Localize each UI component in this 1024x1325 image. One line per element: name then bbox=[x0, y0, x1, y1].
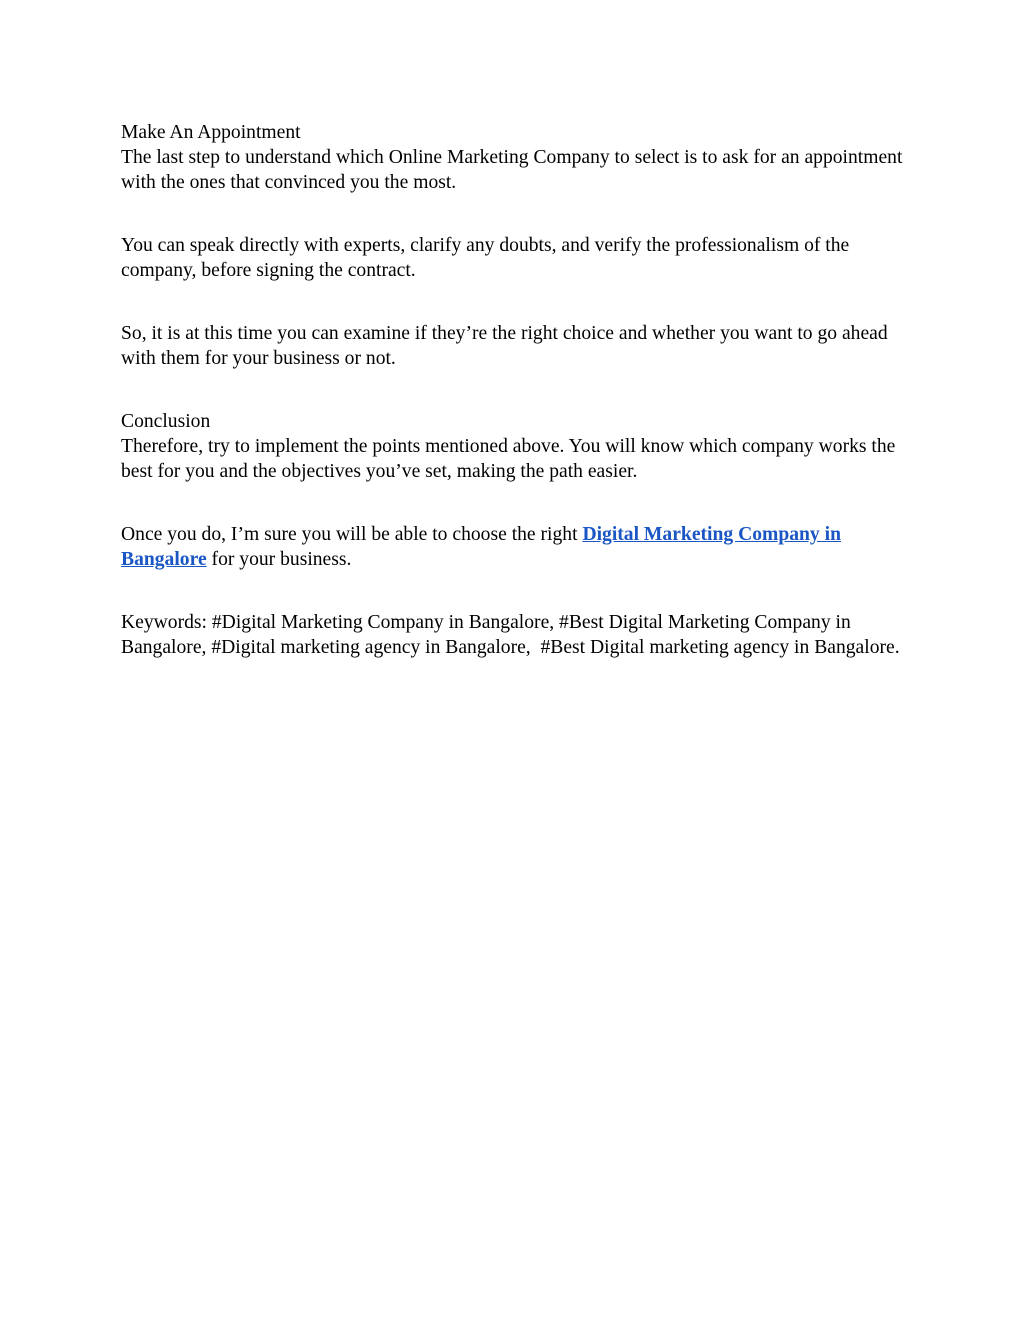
closing-paragraph bbox=[121, 522, 911, 572]
document-body bbox=[121, 120, 911, 698]
closing-text-before: Once you do, I’m sure you will be able to choose the right bbox=[121, 524, 583, 545]
appointment-paragraph: The last step to understand which Online Marketing Company to select is to ask for an appointment with the ones that convinced you the most. bbox=[121, 147, 903, 193]
section-heading-appointment: Make An Appointment bbox=[121, 122, 301, 143]
conclusion-paragraph: Therefore, try to implement the points mentioned above. You will know which company works the best for you and the objectives you’ve set, making the path easier. bbox=[121, 436, 896, 482]
appointment-section bbox=[121, 120, 911, 195]
right-choice-paragraph: So, it is at this time you can examine if they’re the right choice and whether you want to go ahead with them for your business or not. bbox=[121, 323, 888, 369]
section-heading-conclusion: Conclusion bbox=[121, 411, 211, 432]
keywords-paragraph: Keywords: #Digital Marketing Company in Bangalore, #Best Digital Marketing Company in Bangalore, #Digital marketing agency in Bangalore, #Best Digital marketing agency in Bangalore. bbox=[121, 612, 900, 658]
digital-marketing-company-link[interactable]: Digital Marketing Company in Bangalore bbox=[121, 524, 841, 570]
conclusion-section bbox=[121, 409, 911, 484]
experts-paragraph: You can speak directly with experts, clarify any doubts, and verify the professionalism of the company, before signing the contract. bbox=[121, 235, 850, 281]
closing-text-after: for your business. bbox=[206, 549, 352, 570]
